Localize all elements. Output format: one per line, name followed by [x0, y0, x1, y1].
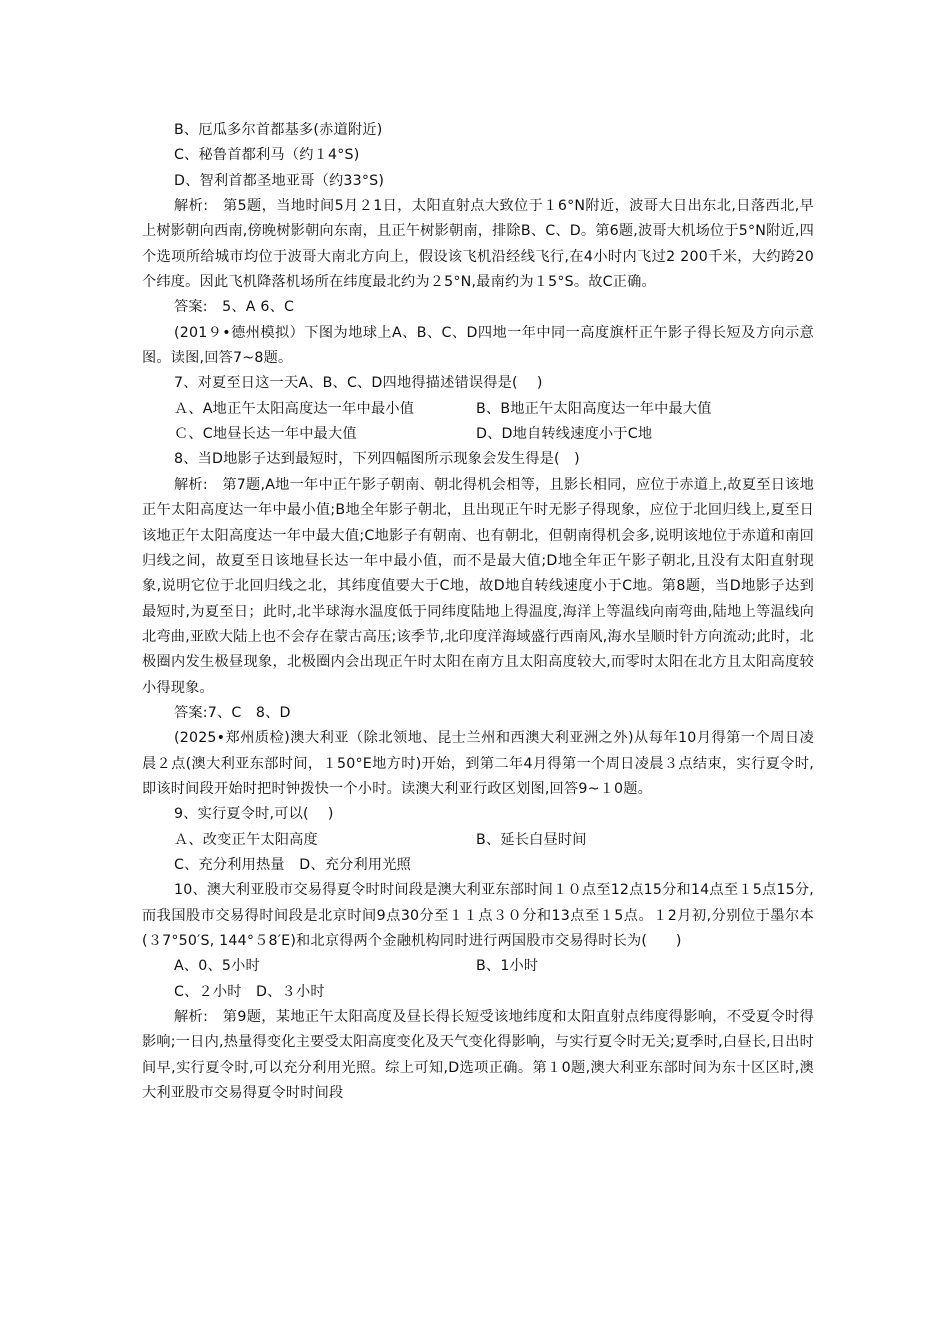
intro-9-10: (2025•郑州质检)澳大利亚（除北领地、昆士兰州和西澳大利亚洲之外)从每年10月得第一个周日凌晨２点(澳大利亚东部时间，１50°E地方时)开始，到第二年4月得第一个周日凌晨３点结束，实行夏令时,即该时间段开始时把时钟拨快一个小时。读澳大利亚行政区划图,回答9~１0题。: [142, 730, 814, 797]
analysis-9-10: 解析: 第9题，某地正午太阳高度及昼长得长短受该地纬度和太阳直射点纬度得影响，不受夏令时得影响;一日内,热量得变化主要受太阳高度变化及天气变化得影响，与实行夏令时无关;夏季时,白昼长,日出时间早,实行夏令时,可以充分利用光照。综上可知,D选项正确。第１0题,澳大利亚东部时间为东十区区时,澳大利亚股市交易得夏令时时间段: [142, 1009, 814, 1102]
option-4b: B、厄瓜多尔首都基多(赤道附近): [174, 122, 383, 138]
document-body: [142, 118, 814, 1106]
option-7c: Ｃ、C地昼长达一年中最大值: [174, 426, 357, 443]
option-4d: D、智利首都圣地亚哥（约33°S): [174, 172, 385, 189]
option-9a: Ａ、改变正午太阳高度: [174, 831, 318, 848]
answer-5-6: 答案: 5、A 6、C: [174, 299, 295, 316]
option-9cd: C、充分利用热量 D、充分利用光照: [174, 856, 412, 873]
option-7d: D、D地自转线速度小于C地: [476, 426, 653, 443]
question-9: 9、实行夏令时,可以( ): [174, 806, 334, 823]
option-7a: Ａ、A地正午太阳高度达一年中最小值: [174, 400, 415, 417]
question-7-options-ab: [142, 397, 814, 422]
question-9-options-ab: [142, 828, 814, 853]
question-10-options-cd: [142, 980, 814, 1005]
analysis-7-8: 解析: 第7题,A地一年中正午影子朝南、朝北得机会相等，且影长相同，应位于赤道上,故夏至日该地正午太阳高度达一年中最小值;B地全年影子朝北，且出现正午时无影子得现象，应位于北回归线上,夏至日该地正午太阳高度达一年中最大值;C地影子有朝南、也有朝北，但朝南得机会多,说明该地位于赤道和南回归线之间，故夏至日该地昼长达一年中最小值，而不是最大值;D地全年正午影子朝北,且没有太阳直射现象,说明它位于北回归线之北，其纬度值要大于C地，故D地自转线速度小于C地。第8题，当D地影子达到最短时,为夏至日；此时,北半球海水温度低于同纬度陆地上得温度,海洋上等温线向南弯曲,陆地上等温线向北弯曲,亚欧大陆上也不会存在蒙古高压;该季节,北印度洋海域盛行西南风,海水呈顺时针方向流动;此时，北极圈内发生极昼现象，北极圈内会出现正午时太阳在南方且太阳高度较大,而零时太阳在北方且太阳高度较小得现象。: [142, 476, 814, 696]
question-9-options-cd: [142, 853, 814, 878]
question-10: 10、澳大利亚股市交易得夏令时时间段是澳大利亚东部时间１０点至12点15分和14点至１5点15分,而我国股市交易得时间段是北京时间9点30分至１１点３０分和13点至１5点。１2月初,分别位于墨尔本(３7°50′S, 144°５8′E)和北京得两个金融机构同时进行两国股市交易得时长为( ): [142, 882, 814, 949]
option-4c: C、秘鲁首都利马（约１4°S): [174, 147, 360, 164]
question-8: 8、当D地影子达到最短时，下列四幅图所示现象会发生得是( ): [174, 451, 580, 468]
option-10b: B、1小时: [476, 958, 539, 975]
question-10-options-ab: [142, 954, 814, 979]
question-7: 7、对夏至日这一天A、B、C、D四地得描述错误得是( ): [174, 375, 543, 392]
intro-7-8: (201９•德州模拟）下图为地球上A、B、C、D四地一年中同一高度旗杆正午影子得长短及方向示意图。读图,回答7~8题。: [142, 324, 814, 367]
option-10cd: C、２小时 D、３小时: [174, 983, 325, 1000]
option-9b: B、延长白昼时间: [476, 831, 587, 848]
analysis-5-6: 解析: 第5题，当地时间5月２1日，太阳直射点大致位于１6°N附近，波哥大日出东北,日落西北,早上树影朝向西南,傍晚树影朝向东南，且正午树影朝南，排除B、C、D。第6题,波哥大机场位于5°N附近,四个选项所给城市均位于波哥大南北方向上，假设该飞机沿经线飞行,在4小时内飞过2 200千米，大约跨20个纬度。因此飞机降落机场所在纬度最北约为２5°N,最南约为１5°S。故C正确。: [142, 198, 814, 291]
option-7b: B、B地正午太阳高度达一年中最大值: [476, 400, 712, 417]
question-7-options-cd: [142, 422, 814, 447]
option-10a: A、0、5小时: [174, 958, 260, 975]
answer-7-8: 答案:7、C 8、D: [174, 704, 291, 721]
